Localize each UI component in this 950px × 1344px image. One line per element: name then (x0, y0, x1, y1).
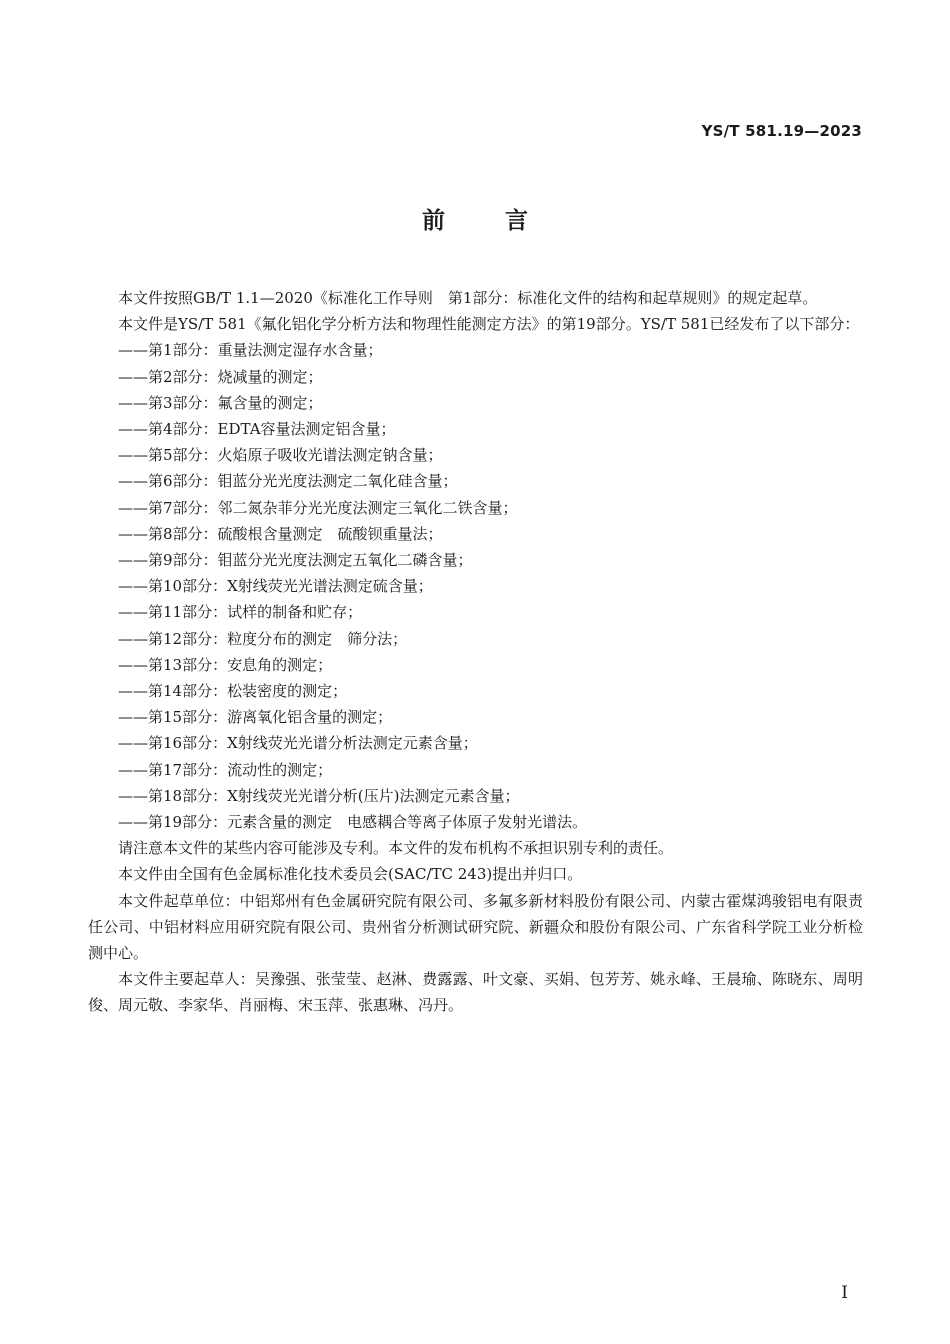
list-item: ——第15部分：游离氧化铝含量的测定； (118, 708, 393, 727)
list-item: ——第1部分：重量法测定湿存水含量； (118, 341, 383, 360)
list-item: ——第5部分：火焰原子吸收光谱法测定钠含量； (118, 446, 443, 465)
list-item: ——第17部分：流动性的测定； (118, 760, 333, 779)
list-item: ——第16部分：X射线荧光光谱分析法测定元素含量； (118, 734, 478, 753)
list-item: ——第2部分：烧减量的测定； (118, 367, 323, 386)
list-item: ——第9部分：钼蓝分光光度法测定五氧化二磷含量； (118, 551, 473, 570)
list-item: ——第6部分：钼蓝分光光度法测定二氧化硅含量； (118, 472, 458, 491)
page-title: 前言 (422, 208, 588, 234)
list-item: ——第11部分：试样的制备和贮存； (118, 603, 363, 622)
paragraph-proposer: 本文件由全国有色金属标准化技术委员会(SAC/TC 243)提出并归口。 (118, 865, 583, 884)
list-item: ——第7部分：邻二氮杂菲分光光度法测定三氧化二铁含量； (118, 498, 518, 517)
parts-list (88, 337, 863, 835)
paragraph-main-drafters: 本文件主要起草人：吴豫强、张莹莹、赵淋、费露露、叶文豪、买娟、包芳芳、姚永峰、王晨瑜、陈晓东、周明俊、周元敬、李家华、肖丽梅、宋玉萍、张惠琳、冯丹。 (88, 970, 863, 1015)
paragraph-series-intro: 本文件是YS/T 581《氟化铝化学分析方法和物理性能测定方法》的第19部分。YS/T 581已经发布了以下部分： (118, 315, 860, 334)
paragraph-patent-notice: 请注意本文件的某些内容可能涉及专利。本文件的发布机构不承担识别专利的责任。 (118, 839, 674, 858)
document-number: YS/T 581.19—2023 (701, 122, 862, 140)
list-item: ——第10部分：X射线荧光光谱法测定硫含量； (118, 577, 433, 596)
list-item: ——第13部分：安息角的测定； (118, 655, 333, 674)
list-item: ——第19部分：元素含量的测定 电感耦合等离子体原子发射光谱法。 (118, 813, 588, 832)
paragraph-drafting-rules: 本文件按照GB/T 1.1—2020《标准化工作导则 第1部分：标准化文件的结构和起草规则》的规定起草。 (118, 289, 818, 307)
list-item: ——第14部分：松装密度的测定； (118, 682, 348, 701)
paragraph-drafting-units: 本文件起草单位：中铝郑州有色金属研究院有限公司、多氟多新材料股份有限公司、内蒙古霍煤鸿骏铝电有限责任公司、中铝材料应用研究院有限公司、贵州省分析测试研究院、新疆众和股份有限公司、广东省科学院工业分析检测中心。 (88, 891, 863, 963)
list-item: ——第4部分：EDTA容量法测定铝含量； (118, 420, 396, 439)
list-item: ——第3部分：氟含量的测定； (118, 393, 323, 412)
document-body (88, 285, 863, 1019)
page-number: I (841, 1283, 848, 1303)
list-item: ——第18部分：X射线荧光光谱分析(压片)法测定元素含量； (118, 786, 520, 805)
list-item: ——第12部分：粒度分布的测定 筛分法； (118, 629, 408, 648)
list-item: ——第8部分：硫酸根含量测定 硫酸钡重量法； (118, 524, 443, 543)
